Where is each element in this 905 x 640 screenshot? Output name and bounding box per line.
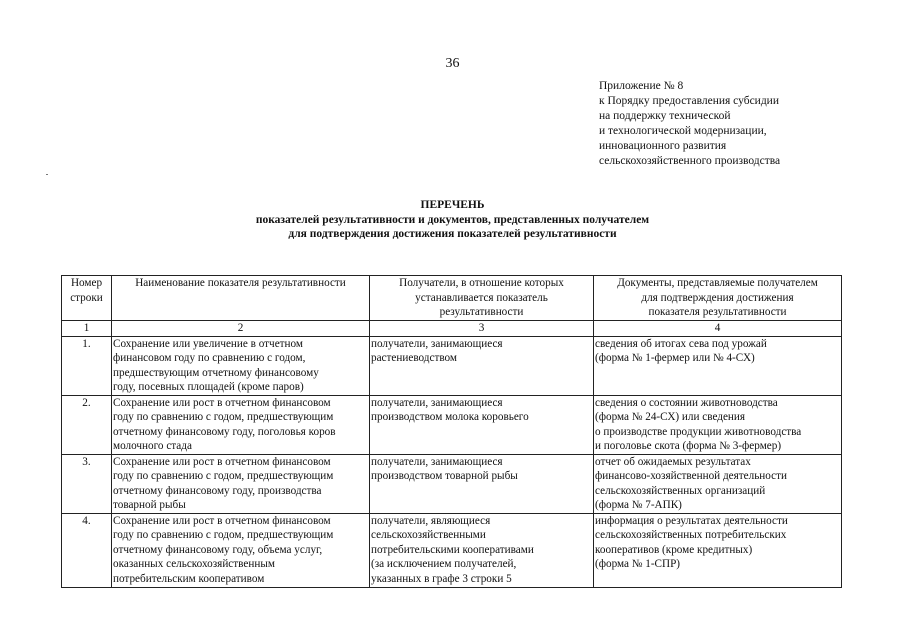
appendix-line: сельскохозяйственного производства [599,155,781,167]
cell-line: году по сравнению с годом, предшествующим [113,411,334,423]
table-row [62,336,842,395]
indicator-cell [112,395,370,454]
cell-line: (за исключением получателей, [371,558,517,570]
cell-line: сведения о состоянии животноводства [595,396,778,409]
cell-line: Сохранение или увеличение в отчетном [113,337,303,350]
indicator-cell [112,513,370,587]
cell-line: получатели, занимающиеся [371,337,503,350]
cell-line: (форма № 7-АПК) [595,499,682,511]
indicator-cell [112,336,370,395]
cell-line: указанных в графе 3 строки 5 [371,572,512,585]
header-line: Наименование показателя результативности [135,277,346,289]
appendix-line: Приложение № 8 [599,80,684,92]
cell-line: (форма № 1-СПР) [595,558,681,570]
header-line: Документы, представляемые получателем [617,277,818,289]
indicator-cell [112,454,370,513]
page-number: 36 [445,56,460,71]
column-number: 1 [62,321,112,337]
cell-line: информация о результатах деятельности [595,514,788,527]
appendix-line: и технологической модернизации, [599,125,767,137]
document-subtitle-line: показателей результативности и документов, представленных получателем [255,213,650,226]
document-subtitle-line: для подтверждения достижения показателей результативности [288,228,617,240]
documents-cell [594,395,842,454]
cell-line: отчетному финансовому году, поголовья коров [113,425,336,438]
header-line: для подтверждения достижения [641,291,794,304]
cell-line: предшествующим отчетному финансовому [113,366,319,379]
recipients-cell [370,395,594,454]
cell-line: сельскохозяйственными [371,529,486,541]
recipients-cell [370,454,594,513]
cell-line: товарной рыбы [113,499,186,511]
table-row [62,513,842,587]
table-row [62,454,842,513]
row-number: 4. [62,513,112,587]
cell-line: производством молока коровьего [371,411,529,423]
cell-line: Сохранение или рост в отчетном финансовом [113,396,331,409]
header-line: Получатели, в отношение которых [399,277,564,289]
row-number: 3. [62,454,112,513]
column-number: 2 [112,321,370,337]
table-row [62,395,842,454]
cell-line: оказанных сельскохозяйственным [113,558,275,570]
appendix-line: инновационного развития [599,140,727,152]
header-line: результативности [439,306,524,318]
cell-line: (форма № 1-фермер или № 4-СХ) [595,352,755,364]
cell-line: финансово-хозяйственной деятельности [595,470,788,482]
row-number: 1. [62,336,112,395]
cell-line: о производстве продукции животноводства [595,425,802,438]
appendix-line: на поддержку технической [599,110,731,122]
document-title: ПЕРЕЧЕНЬ [420,199,485,211]
cell-line: получатели, занимающиеся [371,455,503,468]
cell-line: молочного стада [113,440,192,452]
header-line: устанавливается показатель [415,291,548,304]
cell-line: отчетному финансовому году, объема услуг, [113,543,323,556]
table-header-row [62,276,842,321]
cell-line: получатели, занимающиеся [371,396,503,409]
cell-line: сельскохозяйственных организаций [595,484,766,497]
cell-line: кооперативов (кроме кредитных) [595,543,753,556]
column-number-row [62,321,842,337]
appendix-note [599,79,899,169]
recipients-cell [370,513,594,587]
header-line: показателя результативности [648,306,787,318]
cell-line: году по сравнению с годом, предшествующим [113,470,334,482]
cell-line: году, посевных площадей (кроме паров) [113,381,304,393]
scan-speck [46,174,48,175]
cell-line: Сохранение или рост в отчетном финансовом [113,455,331,468]
recipients-cell [370,336,594,395]
cell-line: потребительскими кооперативами [371,543,534,556]
documents-cell [594,513,842,587]
column-number: 3 [370,321,594,337]
header-cell-recipients [370,276,594,321]
header-cell-documents [594,276,842,321]
header-line: строки [70,291,103,304]
cell-line: году по сравнению с годом, предшествующим [113,529,334,541]
column-number: 4 [594,321,842,337]
row-number: 2. [62,395,112,454]
document-heading [0,198,905,242]
cell-line: сельскохозяйственных потребительских [595,529,787,541]
cell-line: финансовом году по сравнению с годом, [113,352,306,364]
cell-line: растениеводством [371,352,458,364]
cell-line: сведения об итогах сева под урожай [595,337,767,350]
header-cell-number [62,276,112,321]
cell-line: отчет об ожидаемых результатах [595,455,751,468]
cell-line: потребительским кооперативом [113,572,265,585]
cell-line: отчетному финансовому году, производства [113,484,322,497]
cell-line: (форма № 24-СХ) или сведения [595,411,746,423]
cell-line: получатели, являющиеся [371,514,491,527]
cell-line: Сохранение или рост в отчетном финансовом [113,514,331,527]
cell-line: производством товарной рыбы [371,470,518,482]
appendix-line: к Порядку предоставления субсидии [599,95,779,107]
header-cell-indicator [112,276,370,321]
header-line: Номер [70,277,103,289]
cell-line: и поголовье скота (форма № 3-фермер) [595,440,782,452]
documents-cell [594,336,842,395]
indicators-table [61,275,842,588]
documents-cell [594,454,842,513]
